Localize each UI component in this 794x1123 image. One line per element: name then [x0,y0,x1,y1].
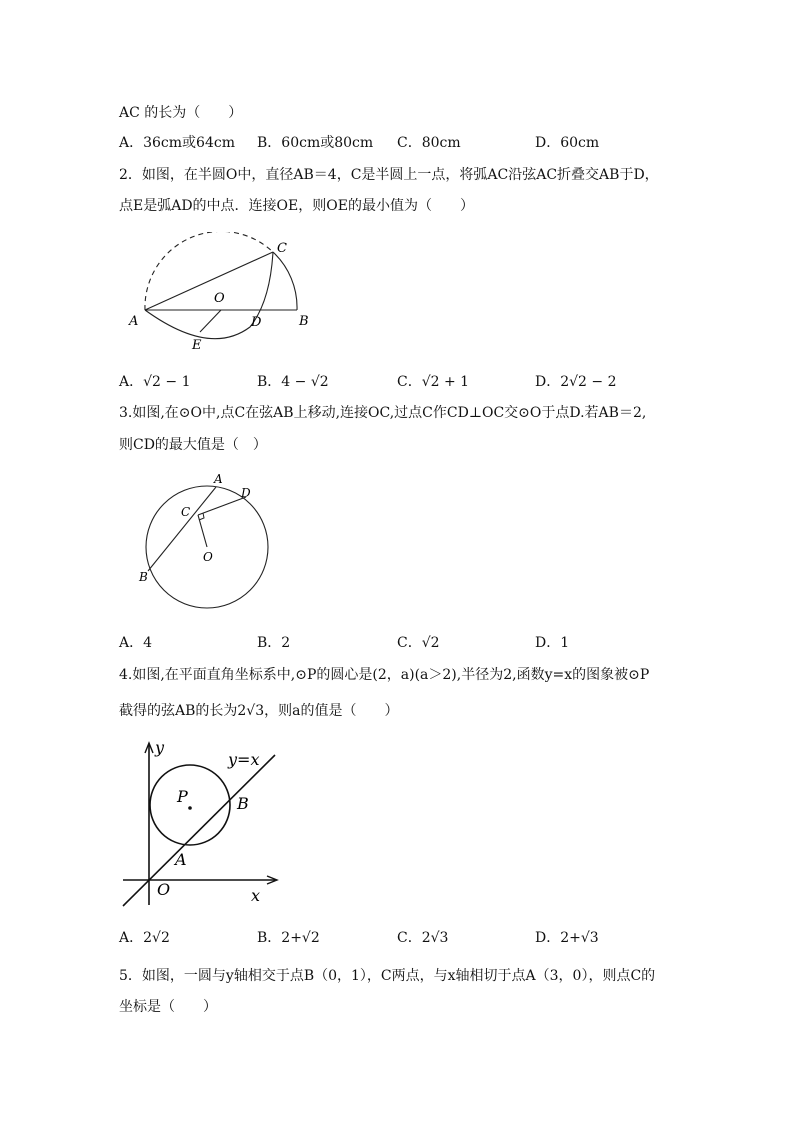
q2-label-b: B [299,314,309,329]
q3-stem-line1: 3.如图,在⊙O中,点C在弦AB上移动,连接OC,过点C作CD⊥OC交⊙O于点D.若AB＝2, [119,405,647,421]
q3-label-c: C [181,505,191,519]
q4-label-a: A [175,850,187,869]
q1-option-a[interactable]: A．36cm或64cm [119,135,235,151]
q3-label-o: O [203,550,213,564]
q2-label-d: D [251,315,262,330]
q4-label-y: y [155,738,165,757]
q4-figure [115,735,285,910]
q2-option-d[interactable]: D．2√2 − 2 [535,374,617,390]
q2-chord-ac [145,252,273,310]
q4-option-c[interactable]: C．2√3 [397,930,449,946]
q2-figure [120,232,320,357]
q4-option-b[interactable]: B．2+√2 [257,930,320,946]
q1-option-b[interactable]: B．60cm或80cm [257,135,374,151]
q4-circle-p [150,765,230,845]
q3-stem-line2: 则CD的最大值是（ ） [119,437,267,453]
q4-options [119,928,719,948]
q2-option-b[interactable]: B．4 − √2 [257,374,329,390]
q4-stem-line2: 截得的弦AB的长为2√3，则a的值是（ ） [119,703,399,719]
q4-label-p: P [177,787,188,806]
q1-option-c[interactable]: C．80cm [397,135,461,151]
q2-label-a: A [129,314,139,329]
q2-dashed-arc [145,232,273,310]
q3-option-b[interactable]: B．2 [257,635,291,651]
q5-stem-line1: 5．如图，一圆与y轴相交于点B（0，1），C两点，与x轴相切于点A（3，0），则点C的 [119,968,656,984]
q2-semicircle-arc [273,252,297,310]
q2-segment-oe [200,310,221,332]
q3-options [119,633,719,653]
q3-label-b: B [139,570,148,584]
q3-label-a: A [214,472,223,486]
q3-option-d[interactable]: D．1 [535,635,570,651]
q2-options [119,372,719,392]
q2-label-o: O [214,291,225,306]
q2-label-c: C [277,241,287,256]
q3-label-d: D [241,486,251,500]
q4-option-d[interactable]: D．2+√3 [535,930,599,946]
q3-figure [135,468,280,618]
q3-option-a[interactable]: A．4 [119,635,153,651]
q4-line-yx [123,755,275,906]
q4-label-x: x [251,886,261,905]
q4-label-line: y=x [228,750,260,769]
q4-label-b: B [237,794,249,813]
q2-option-c[interactable]: C．√2 + 1 [397,374,470,390]
q2-option-a[interactable]: A．√2 − 1 [119,374,191,390]
q1-stem-tail: AC 的长为（ ） [119,105,243,121]
q4-option-a[interactable]: A．2√2 [119,930,170,946]
q2-label-e: E [192,338,202,353]
q3-option-c[interactable]: C．√2 [397,635,440,651]
q2-stem-line1: 2．如图，在半圆O中，直径AB＝4，C是半圆上一点，将弧AC沿弦AC折叠交AB于D， [119,167,659,183]
q4-stem-line1: 4.如图,在平面直角坐标系中,⊙P的圆心是(2，a)(a＞2),半径为2,函数y=x的图象被⊙P [119,667,650,683]
q4-label-o: O [157,880,171,899]
q1-options [119,133,719,153]
q1-option-d[interactable]: D．60cm [535,135,600,151]
q2-stem-line2: 点E是弧AD的中点．连接OE，则OE的最小值为（ ） [119,198,474,214]
q5-stem-line2: 坐标是（ ） [119,999,217,1015]
q4-center-point [188,806,192,810]
